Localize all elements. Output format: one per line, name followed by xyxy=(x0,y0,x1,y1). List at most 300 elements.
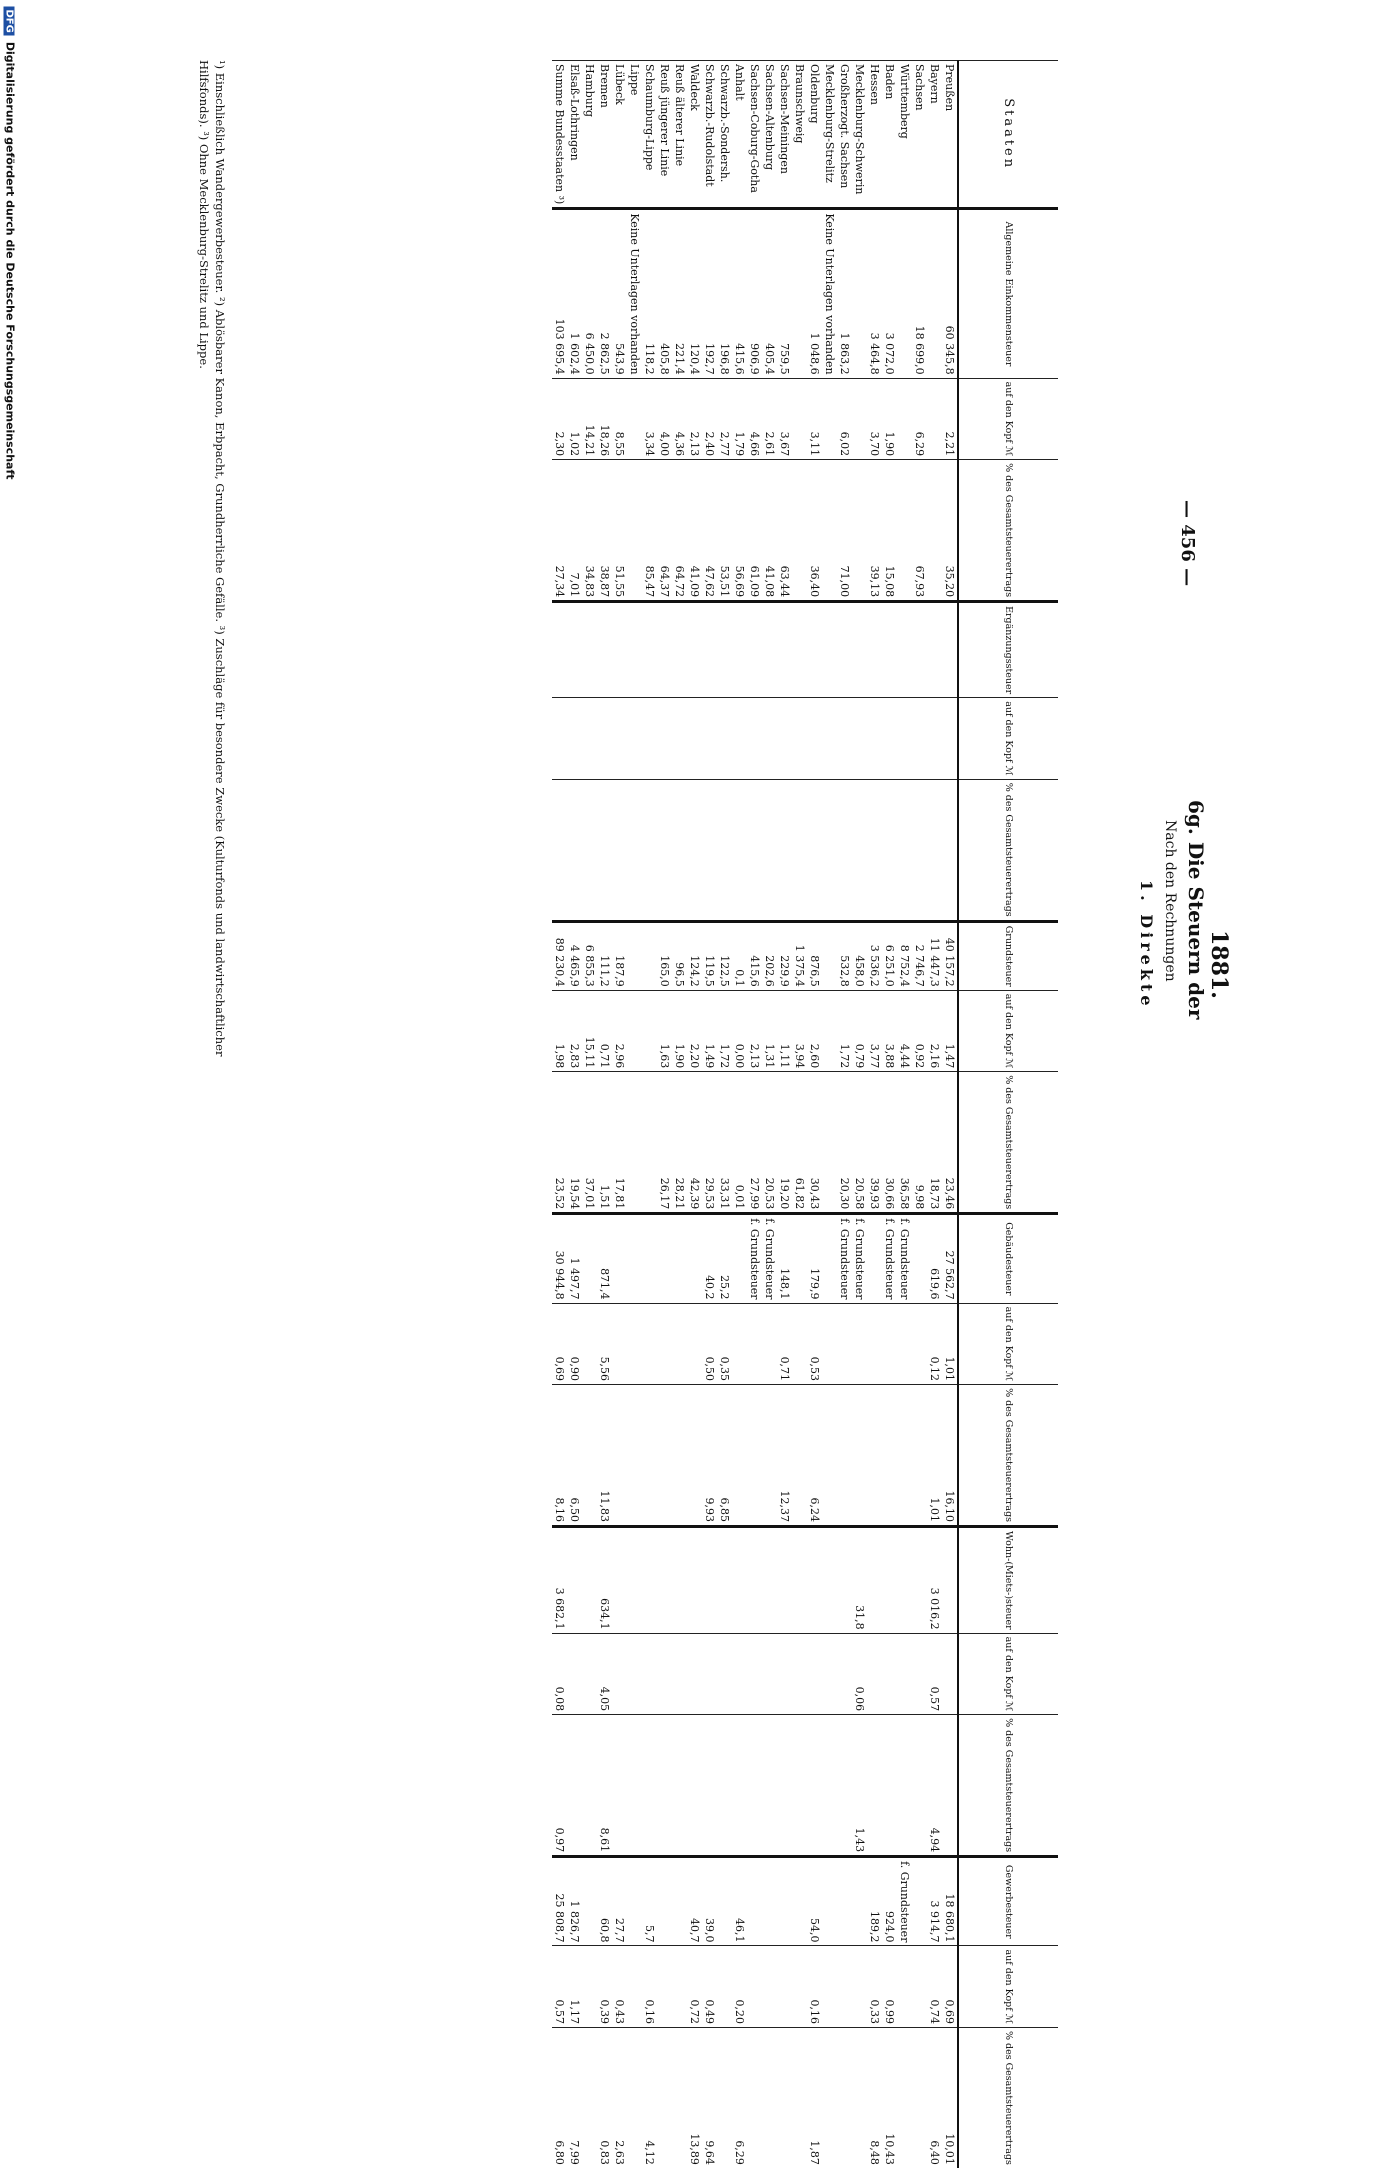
table-row xyxy=(852,61,867,2168)
cell: 60,8 xyxy=(597,1857,612,1946)
cell: 18 699,0 xyxy=(912,209,927,378)
cell: 1,49 xyxy=(702,990,717,1072)
cell xyxy=(717,1946,732,2028)
page-subtitle: Nach den Rechnungen xyxy=(1162,820,1178,982)
state-name: Schaumburg-Lippe xyxy=(642,61,657,209)
cell: 18 680,1 xyxy=(942,1857,958,1946)
cell: f. Grundsteuer xyxy=(747,1214,762,1303)
state-name: Sachsen xyxy=(912,61,927,209)
cell xyxy=(702,698,717,780)
cell xyxy=(927,779,942,921)
cell xyxy=(777,2027,792,2167)
cell xyxy=(627,378,642,460)
table-row xyxy=(867,61,882,2168)
cell xyxy=(762,1527,777,1634)
cell: 0,08 xyxy=(552,1633,567,1715)
cell: 2,16 xyxy=(927,990,942,1072)
state-name: Baden xyxy=(882,61,897,209)
cell: 1 863,2 xyxy=(837,209,852,378)
cell xyxy=(852,209,867,378)
cell: 0,99 xyxy=(882,1946,897,2028)
table-row xyxy=(912,61,927,2168)
cell xyxy=(582,1715,597,1857)
cell xyxy=(672,1946,687,2028)
cell: 54,0 xyxy=(807,1857,822,1946)
cell: 0,49 xyxy=(702,1946,717,2028)
col-building-head: auf den Kopf ℳ xyxy=(958,1303,1058,1385)
table-row xyxy=(642,61,657,2168)
cell: 0,06 xyxy=(852,1633,867,1715)
cell: 23,46 xyxy=(942,1072,958,1214)
cell: 20,58 xyxy=(852,1072,867,1214)
table-row xyxy=(612,61,627,2168)
cell xyxy=(912,698,927,780)
cell: 3,34 xyxy=(642,378,657,460)
cell xyxy=(912,1633,927,1715)
cell xyxy=(657,779,672,921)
cell xyxy=(822,460,837,602)
cell: 0,53 xyxy=(807,1303,822,1385)
cell: 1,63 xyxy=(657,990,672,1072)
cell xyxy=(612,1385,627,1527)
cell xyxy=(837,779,852,921)
cell: 39,13 xyxy=(867,460,882,602)
cell: 15,11 xyxy=(582,990,597,1072)
col-trade-pct: % des Gesamtsteuerertrags xyxy=(958,2027,1058,2167)
cell xyxy=(867,1214,882,1303)
cell xyxy=(912,1946,927,2028)
cell xyxy=(567,1715,582,1857)
cell: 8,55 xyxy=(612,378,627,460)
cell xyxy=(822,1715,837,1857)
cell xyxy=(837,1715,852,1857)
cell: 14,21 xyxy=(582,378,597,460)
cell xyxy=(927,378,942,460)
cell xyxy=(822,1857,837,1946)
table-row xyxy=(747,61,762,2168)
cell xyxy=(612,779,627,921)
cell: 4,05 xyxy=(597,1633,612,1715)
col-trade: Gewerbesteuer xyxy=(958,1857,1058,1946)
cell xyxy=(657,698,672,780)
cell xyxy=(597,779,612,921)
cell xyxy=(837,1527,852,1634)
cell xyxy=(777,1527,792,1634)
cell xyxy=(822,1385,837,1527)
cell xyxy=(582,2027,597,2167)
cell: 89 230,4 xyxy=(552,921,567,990)
cell xyxy=(777,1715,792,1857)
cell xyxy=(732,779,747,921)
cell xyxy=(792,1214,807,1303)
cell xyxy=(747,1857,762,1946)
cell xyxy=(687,1715,702,1857)
cell: 415,6 xyxy=(732,209,747,378)
cell xyxy=(852,1303,867,1385)
cell xyxy=(582,698,597,780)
cell xyxy=(657,1385,672,1527)
cell xyxy=(897,1385,912,1527)
cell xyxy=(582,1633,597,1715)
cell: 0,97 xyxy=(552,1715,567,1857)
cell xyxy=(612,698,627,780)
cell: 85,47 xyxy=(642,460,657,602)
cell xyxy=(717,698,732,780)
col-rent-pct: % des Gesamtsteuerertrags xyxy=(958,1715,1058,1857)
cell xyxy=(627,698,642,780)
cell: 6,29 xyxy=(912,378,927,460)
state-name: Bremen xyxy=(597,61,612,209)
cell: 10,01 xyxy=(942,2027,958,2167)
cell: 4,44 xyxy=(897,990,912,1072)
cell xyxy=(837,2027,852,2167)
cell: 30,66 xyxy=(882,1072,897,1214)
cell xyxy=(657,1527,672,1634)
cell: 2,83 xyxy=(567,990,582,1072)
cell: 1,90 xyxy=(672,990,687,1072)
cell: 47,62 xyxy=(702,460,717,602)
cell: 0,33 xyxy=(867,1946,882,2028)
col-supplement-pct: % des Gesamtsteuerertrags xyxy=(958,779,1058,921)
cell: 64,72 xyxy=(672,460,687,602)
cell xyxy=(717,779,732,921)
table-row xyxy=(702,61,717,2168)
cell xyxy=(747,602,762,698)
cell xyxy=(927,698,942,780)
cell xyxy=(687,1303,702,1385)
table-row xyxy=(687,61,702,2168)
cell xyxy=(807,1527,822,1634)
cell: 33,31 xyxy=(717,1072,732,1214)
table-row xyxy=(807,61,822,2168)
cell: 31,8 xyxy=(852,1527,867,1634)
table-row xyxy=(657,61,672,2168)
cell xyxy=(837,1633,852,1715)
cell: 60 345,8 xyxy=(942,209,958,378)
cell xyxy=(852,1857,867,1946)
cell: 15,08 xyxy=(882,460,897,602)
cell xyxy=(627,1214,642,1303)
cell: 405,8 xyxy=(657,209,672,378)
cell xyxy=(822,378,837,460)
cell xyxy=(792,698,807,780)
cell xyxy=(897,1303,912,1385)
state-name: Summe Bundesstaaten ³) xyxy=(552,61,567,209)
cell xyxy=(837,698,852,780)
cell xyxy=(552,779,567,921)
cell: 0,12 xyxy=(927,1303,942,1385)
cell: 18,26 xyxy=(597,378,612,460)
cell: 6,85 xyxy=(717,1385,732,1527)
col-land-head: auf den Kopf ℳ xyxy=(958,990,1058,1072)
cell: 3,70 xyxy=(867,378,882,460)
section-title: 1. Direkte xyxy=(1137,880,1156,1010)
cell: 871,4 xyxy=(597,1214,612,1303)
cell xyxy=(882,779,897,921)
cell xyxy=(717,1715,732,1857)
cell xyxy=(552,602,567,698)
state-name: Braunschweig xyxy=(792,61,807,209)
cell: 41,08 xyxy=(762,460,777,602)
cell xyxy=(807,602,822,698)
cell xyxy=(732,1214,747,1303)
cell: 3 072,0 xyxy=(882,209,897,378)
cell: 11,83 xyxy=(597,1385,612,1527)
cell xyxy=(822,1303,837,1385)
cell xyxy=(672,1633,687,1715)
state-name: Großherzogt. Sachsen xyxy=(837,61,852,209)
cell xyxy=(747,698,762,780)
cell: 6,80 xyxy=(552,2027,567,2167)
cell: 189,2 xyxy=(867,1857,882,1946)
cell: 38,87 xyxy=(597,460,612,602)
table-row xyxy=(762,61,777,2168)
cell xyxy=(882,1527,897,1634)
cell: 0,69 xyxy=(552,1303,567,1385)
cell xyxy=(912,2027,927,2167)
cell: 67,93 xyxy=(912,460,927,602)
cell xyxy=(792,1303,807,1385)
cell: 28,21 xyxy=(672,1072,687,1214)
cell xyxy=(882,1633,897,1715)
cell xyxy=(582,1857,597,1946)
cell: 56,69 xyxy=(732,460,747,602)
cell xyxy=(582,1527,597,1634)
cell xyxy=(642,602,657,698)
cell xyxy=(612,602,627,698)
cell: 2,30 xyxy=(552,378,567,460)
cell: 4,36 xyxy=(672,378,687,460)
cell: 63,44 xyxy=(777,460,792,602)
cell: 9,93 xyxy=(702,1385,717,1527)
cell: 0,16 xyxy=(642,1946,657,2028)
cell: 61,09 xyxy=(747,460,762,602)
cell xyxy=(702,1633,717,1715)
state-name: Preußen xyxy=(942,61,958,209)
cell xyxy=(912,1303,927,1385)
cell xyxy=(642,1527,657,1634)
cell xyxy=(657,1946,672,2028)
cell: 119,5 xyxy=(702,921,717,990)
cell xyxy=(882,1715,897,1857)
cell xyxy=(822,990,837,1072)
cell xyxy=(897,602,912,698)
cell: 1,11 xyxy=(777,990,792,1072)
cell: 1,87 xyxy=(807,2027,822,2167)
cell: 7,01 xyxy=(567,460,582,602)
cell: 165,0 xyxy=(657,921,672,990)
cell: 6,40 xyxy=(927,2027,942,2167)
cell xyxy=(672,1857,687,1946)
cell: 18,73 xyxy=(927,1072,942,1214)
cell xyxy=(627,2027,642,2167)
state-name: Württemberg xyxy=(897,61,912,209)
cell: 0,57 xyxy=(552,1946,567,2028)
cell xyxy=(837,1946,852,2028)
cell xyxy=(942,1527,958,1634)
cell xyxy=(882,602,897,698)
cell: 23,52 xyxy=(552,1072,567,1214)
cell xyxy=(627,1715,642,1857)
cell xyxy=(897,378,912,460)
col-income: Allgemeine Einkommensteuer xyxy=(958,209,1058,378)
cell xyxy=(732,1303,747,1385)
cell xyxy=(822,1527,837,1634)
cell xyxy=(807,1633,822,1715)
cell: 53,51 xyxy=(717,460,732,602)
cell xyxy=(867,1633,882,1715)
cell xyxy=(762,2027,777,2167)
cell: 103 695,4 xyxy=(552,209,567,378)
state-name: Sachsen-Meiningen xyxy=(777,61,792,209)
page-number: — 456 — xyxy=(1177,500,1198,587)
cell: 111,2 xyxy=(597,921,612,990)
cell xyxy=(672,1385,687,1527)
cell xyxy=(762,1303,777,1385)
cell xyxy=(882,698,897,780)
table-row xyxy=(882,61,897,2168)
cell xyxy=(612,1214,627,1303)
cell xyxy=(777,698,792,780)
state-name: Hessen xyxy=(867,61,882,209)
cell xyxy=(642,1303,657,1385)
cell xyxy=(672,2027,687,2167)
cell xyxy=(882,1303,897,1385)
cell xyxy=(822,1214,837,1303)
cell xyxy=(867,1303,882,1385)
cell: 16,10 xyxy=(942,1385,958,1527)
cell: 5,7 xyxy=(642,1857,657,1946)
cell: 1,47 xyxy=(942,990,958,1072)
cell: f. Grundsteuer xyxy=(897,1214,912,1303)
cell: 6,50 xyxy=(567,1385,582,1527)
cell: 876,5 xyxy=(807,921,822,990)
cell: 64,37 xyxy=(657,460,672,602)
cell: 39,93 xyxy=(867,1072,882,1214)
cell xyxy=(897,460,912,602)
cell xyxy=(702,602,717,698)
cell: 10,43 xyxy=(882,2027,897,2167)
cell: 2 862,5 xyxy=(597,209,612,378)
cell xyxy=(672,779,687,921)
cell xyxy=(762,779,777,921)
cell: 0,71 xyxy=(777,1303,792,1385)
cell xyxy=(627,779,642,921)
cell xyxy=(777,1633,792,1715)
cell: 27 562,7 xyxy=(942,1214,958,1303)
cell: 2 746,7 xyxy=(912,921,927,990)
cell xyxy=(897,779,912,921)
cell xyxy=(717,1857,732,1946)
cell xyxy=(567,1527,582,1634)
cell xyxy=(927,602,942,698)
cell xyxy=(672,1527,687,1634)
cell xyxy=(687,1527,702,1634)
cell xyxy=(642,1385,657,1527)
cell xyxy=(867,1385,882,1527)
cell xyxy=(627,1303,642,1385)
cell: 27,34 xyxy=(552,460,567,602)
cell: 34,83 xyxy=(582,460,597,602)
cell xyxy=(687,1633,702,1715)
cell xyxy=(582,779,597,921)
cell: 2,63 xyxy=(612,2027,627,2167)
cell: 29,53 xyxy=(702,1072,717,1214)
cell xyxy=(822,602,837,698)
cell: 179,9 xyxy=(807,1214,822,1303)
cell xyxy=(657,1303,672,1385)
cell xyxy=(912,1715,927,1857)
cell: 3,11 xyxy=(807,378,822,460)
cell xyxy=(912,1527,927,1634)
cell: 221,4 xyxy=(672,209,687,378)
cell xyxy=(717,2027,732,2167)
cell xyxy=(897,1715,912,1857)
cell xyxy=(747,1303,762,1385)
state-name: Sachsen-Altenburg xyxy=(762,61,777,209)
cell: 41,09 xyxy=(687,460,702,602)
cell: f. Grundsteuer xyxy=(852,1214,867,1303)
cell: 36,40 xyxy=(807,460,822,602)
digitization-credit xyxy=(0,0,20,1000)
cell: 0,79 xyxy=(852,990,867,1072)
cell xyxy=(837,1857,852,1946)
cell: 46,1 xyxy=(732,1857,747,1946)
cell: 3 464,8 xyxy=(867,209,882,378)
cell: 20,53 xyxy=(762,1072,777,1214)
cell xyxy=(732,698,747,780)
cell xyxy=(792,2027,807,2167)
cell xyxy=(687,698,702,780)
cell: 30,43 xyxy=(807,1072,822,1214)
cell xyxy=(942,1715,958,1857)
cell xyxy=(567,779,582,921)
cell: 8,48 xyxy=(867,2027,882,2167)
cell: 634,1 xyxy=(597,1527,612,1634)
cell xyxy=(792,1633,807,1715)
cell: 122,5 xyxy=(717,921,732,990)
state-name: Reuß älterer Linie xyxy=(672,61,687,209)
cell xyxy=(792,1857,807,1946)
state-name: Oldenburg xyxy=(807,61,822,209)
table-row xyxy=(777,61,792,2168)
table-row xyxy=(792,61,807,2168)
cell xyxy=(792,1946,807,2028)
cell: 0,90 xyxy=(567,1303,582,1385)
table-row xyxy=(942,61,958,2168)
cell xyxy=(762,1857,777,1946)
cell xyxy=(657,1633,672,1715)
cell xyxy=(582,602,597,698)
cell xyxy=(687,779,702,921)
cell xyxy=(642,1214,657,1303)
cell xyxy=(732,1633,747,1715)
col-supplement-head: auf den Kopf ℳ xyxy=(958,698,1058,780)
cell xyxy=(777,1946,792,2028)
table-row xyxy=(672,61,687,2168)
cell xyxy=(672,1214,687,1303)
state-name: Reuß jüngerer Linie xyxy=(657,61,672,209)
cell: 6,02 xyxy=(837,378,852,460)
cell xyxy=(627,1857,642,1946)
cell xyxy=(747,1527,762,1634)
cell xyxy=(657,1214,672,1303)
cell xyxy=(717,1527,732,1634)
cell xyxy=(732,1715,747,1857)
cell xyxy=(762,698,777,780)
cell xyxy=(837,1303,852,1385)
table-row xyxy=(837,61,852,2168)
